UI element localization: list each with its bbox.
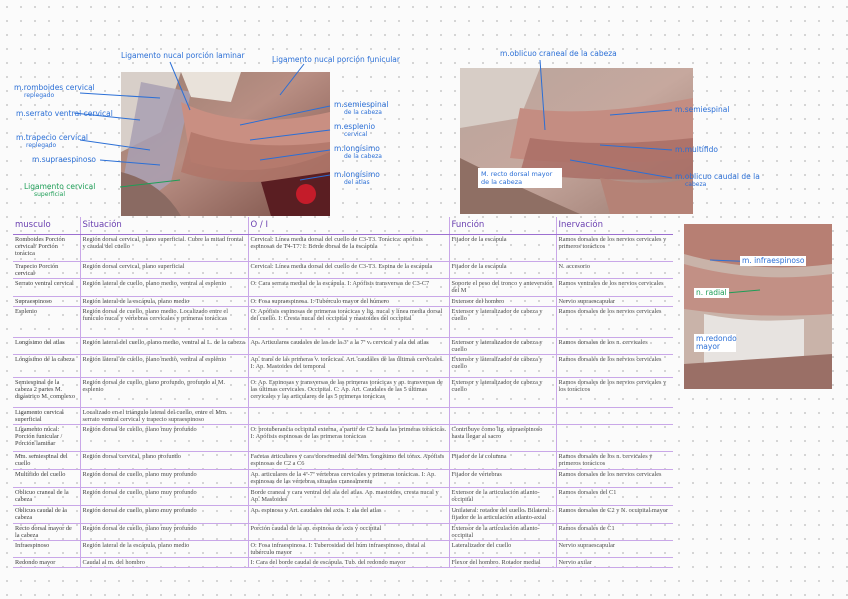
cell-musculo: Recto dorsal mayor de la cabeza [13,524,80,541]
cell-funcion: Extensor y lateralizador de cabeza y cuello [449,338,556,355]
cell-inervacion: N. accesorio [556,262,673,279]
cell-situacion: Región dorsal cervical, plano profundo [80,452,248,470]
label-recto-dorsal-mayor: M. recto dorsal mayor de la cabeza [478,168,562,188]
cell-funcion: Fijador de vértebras [449,470,556,488]
cell-inervacion: Ramos dorsales de los nervios cervicales [556,307,673,338]
cell-inervacion: Ramos dorsales de C2 y N. occipital mayor [556,506,673,524]
header-situacion: Situación [80,217,248,235]
cell-musculo: Longísimo de la cabeza [13,355,80,378]
label-multifido: m.multífido [675,145,718,154]
table-row [13,235,673,262]
cell-funcion: Extensor de la articulación atlanto-occipital [449,524,556,541]
table-row [13,262,673,279]
header-funcion: Función [449,217,556,235]
cell-origen-insercion: O: Ap. Espinosas y transversas de las primeras torácicas y ap. transversas de las últimas cervicales. Occipital. C: Ap. Art. Caudales de las 5 últimas cervicales y las articulares de las 5 primeras torácicas [248,378,449,408]
label-infraespinoso: m. infraespinoso [742,256,805,265]
cell-situacion: Región dorsal de cuello, plano muy profundo [80,524,248,541]
label-semiespinal-cabeza: m.semiespinal de la cabeza [334,100,389,116]
cell-origen-insercion: O: protuberancia occipital externa, a partir de C2 hasta las primeras torácicas. I: Apófisis espinosas de las primeras torácicas [248,425,449,452]
cell-inervacion: Ramos dorsales de los n. cervicales [556,338,673,355]
cell-inervacion: Ramos dorsales de los nervios cervicales y los torácicos [556,378,673,408]
label-oblicuo-caudal: m.oblicuo caudal de la cabeza [675,172,760,188]
table-row [13,307,673,338]
cell-musculo: Romboides Porción cervical/ Porción torácica [13,235,80,262]
cell-musculo: Serrato ventral cervical [13,279,80,297]
table-row [13,425,673,452]
dissection-photo-scapula [684,224,832,389]
cell-situacion: Región dorsal cervical, plano superficial. Cubre la mitad frontal y caudal del cuello [80,235,248,262]
table-row [13,488,673,506]
cell-musculo: Infraespinoso [13,541,80,558]
cell-origen-insercion: O: Fosa supraespinosa. I: Tubérculo mayor del húmero [248,297,449,307]
cell-funcion: Fijador de la escápula [449,235,556,262]
cell-inervacion: Nervio supraescapular [556,541,673,558]
cell-origen-insercion: O: Fosa infraespinosa. I: Tuberosidad del húm infraespinoso, distal al tubérculo mayor [248,541,449,558]
cell-musculo: Esplenio [13,307,80,338]
dissection-photo-neck-deep [460,68,693,214]
table-header-row [13,217,673,235]
cell-funcion [449,408,556,425]
cell-inervacion [556,408,673,425]
cell-situacion: Localizado en el triángulo lateral del cuello, entre el Mm. serrato ventral cervical y trapecio supraespinoso [80,408,248,425]
cell-origen-insercion: Ap. espinosa y Art. caudales del axis. I: ala del atlas [248,506,449,524]
cell-inervacion: Ramos dorsales de los nervios cervicales y primeros torácicos [556,235,673,262]
cell-inervacion: Ramos dorsales de los nervios cervicales [556,470,673,488]
cell-musculo: Mm. semiespinal del cuello [13,452,80,470]
cell-funcion: Extensor y lateralizador de cabeza y cuello [449,378,556,408]
cell-inervacion: Ramos dorsales de los n. cervicales y primeros torácicos [556,452,673,470]
cell-origen-insercion: Porción caudal de la ap. espinosa de axis y occipital [248,524,449,541]
cell-musculo: Supraespinoso [13,297,80,307]
label-ligamento-cervical: Ligamento cervical superficial [24,182,96,198]
cell-situacion: Región dorsal de cuello, plano muy profundo [80,425,248,452]
cell-situacion: Región lateral del cuello, plano medio, ventral al L. de la cabeza [80,338,248,355]
cell-origen-insercion: Cervical: Línea media dorsal del cuello de C3-T3. Espina de la escápula [248,262,449,279]
cell-funcion: Lateralizador del cuello [449,541,556,558]
cell-origen-insercion: O: Cara serrata medial de la escápula. I: Apófisis transversas de C3-C7 [248,279,449,297]
cell-situacion: Región dorsal de cuello, plano muy profundo [80,506,248,524]
cell-musculo: Multífido del cuello [13,470,80,488]
header-inervacion: Inervación [556,217,673,235]
table-row [13,355,673,378]
table-row [13,297,673,307]
table-row [13,338,673,355]
cell-funcion: Extensor de la articulación atlanto-occipital [449,488,556,506]
cell-origen-insercion: Ap. Articulares caudales de las de la 3ª a la 7ª v. cervical y ala del atlas [248,338,449,355]
cell-funcion: Extensor y lateralizador de cabeza y cuello [449,307,556,338]
cell-musculo: Oblicuo caudal de la cabeza [13,506,80,524]
cell-musculo: Ligamento cervical superficial [13,408,80,425]
header-origen-insercion: O / I [248,217,449,235]
cell-situacion: Región lateral de cuello, plano medio, ventral al esplenio [80,279,248,297]
cell-situacion: Caudal al m. del hombro [80,558,248,568]
cell-situacion: Región dorsal de cuello, plano profundo, profundo al M. esplenio [80,378,248,408]
table-row [13,378,673,408]
cell-inervacion [556,425,673,452]
label-redondo-mayor: m.redondo mayor [696,334,737,351]
cell-inervacion: Ramos dorsales de C1 [556,524,673,541]
cell-origen-insercion [248,408,449,425]
cell-origen-insercion: I: Cara del borde caudal de escápula. Tub. del redondo mayor [248,558,449,568]
label-serrato-ventral: m.serrato ventral cervical [16,109,113,118]
table-row [13,408,673,425]
cell-musculo: Semiespinal de la cabeza 2 partes M. digástrico M. complexo [13,378,80,408]
table-row [13,541,673,558]
cell-inervacion: Ramos dorsales de los nervios cervicales [556,355,673,378]
header-musculo: musculo [13,217,80,235]
cell-musculo: Redondo mayor [13,558,80,568]
dissection-photo-neck-superficial [121,72,330,216]
muscle-table [13,217,673,568]
table-row [13,524,673,541]
cell-origen-insercion: Facetas articulares y cara dorsomedial del Mm. longísimo del tórax. Apófisis espinosas de C2 a C6 [248,452,449,470]
label-ligamento-nucal-laminar: Ligamento nucal porción laminar [121,51,245,60]
label-esplenio-cervical: m.esplenio cervical [334,122,376,138]
label-oblicuo-craneal: m.oblicuo craneal de la cabeza [500,49,617,58]
cell-funcion: Extensor y lateralizador de cabeza y cuello [449,355,556,378]
cell-origen-insercion: Ap. trans de las primeras v. torácicas. Art. caudales de las últimas cervicales. I: Ap. Mastoides del temporal [248,355,449,378]
label-longisimo-atlas: m.longísimo del atlas [334,170,380,186]
label-ligamento-nucal-funicular: Ligamento nucal porción funicular [272,55,400,64]
cell-inervacion: Nervio axilar [556,558,673,568]
cell-funcion: Fijador de la columna [449,452,556,470]
label-semiespinal-p2: m.semiespinal [675,105,730,114]
table-row [13,470,673,488]
table-row [13,558,673,568]
cell-inervacion: Ramos dorsales del C1 [556,488,673,506]
label-supraespinoso: m.supraespinoso [32,155,96,164]
cell-situacion: Región lateral de cuello, plano medio, ventral al esplenio [80,355,248,378]
label-trapecio-cervical: m.trapecio cervical replegado [16,133,89,149]
cell-situacion: Región lateral de la escápula, plano medio [80,541,248,558]
table-row [13,279,673,297]
cell-inervacion: Ramos ventrales de los nervios cervicales [556,279,673,297]
cell-funcion: Extensor del hombro [449,297,556,307]
cell-funcion: Contribuye como lig. supraespinoso hasta llegar al sacro [449,425,556,452]
cell-inervacion: Nervio supraescapular [556,297,673,307]
cell-origen-insercion: O: Apófisis espinosas de primeras torácicas y lig. nucal y línea media dorsal del cuello. I: Cresta nucal del occipital y mastoides del occipital [248,307,449,338]
cell-situacion: Región dorsal de cuello, plano medio. Localizado entre el funículo nucal y vértebras cervicales y primeras torácicas [80,307,248,338]
cell-situacion: Región dorsal de cuello, plano muy profundo [80,488,248,506]
cell-situacion: Región dorsal cervical, plano superficial [80,262,248,279]
cell-origen-insercion: Borde craneal y cara ventral del ala del atlas. Ap. mastoides, cresta nucal y Ap. Mastoides [248,488,449,506]
cell-funcion: Fijador de la escápula [449,262,556,279]
table-row [13,452,673,470]
cell-musculo: Oblicuo craneal de la cabeza [13,488,80,506]
table-body [13,235,673,568]
cell-funcion: Unilateral: rotador del cuello. Bilateral: fijador de la articulación atlanto-axial [449,506,556,524]
label-nervio-radial: n. radial [696,288,727,297]
cell-origen-insercion: Cervical: Línea media dorsal del cuello de C3-T3. Torácica: apófisis espinosas de T4-T7. I: Borde dorsal de la escápula [248,235,449,262]
label-longisimo-cabeza: m.longísimo de la cabeza [334,144,382,160]
cell-situacion: Región lateral de la escápula, plano medio [80,297,248,307]
label-romboides-cervical: m.romboides cervical replegado [14,83,95,99]
cell-funcion: Flexor del hombro. Rotador medial [449,558,556,568]
cell-musculo: Trapecio Porción cervical [13,262,80,279]
table-row [13,506,673,524]
cell-funcion: Soporte el peso del tronco y anteversión del M [449,279,556,297]
cell-origen-insercion: Ap. articulares de la 4ª-7ª vértebras cervicales y primeras torácicas. I: Ap. espinosas de las vértebras situadas cranealmente [248,470,449,488]
cell-situacion: Región dorsal de cuello, plano muy profundo [80,470,248,488]
cell-musculo: Longísimo del atlas [13,338,80,355]
cell-musculo: Ligamento nucal: Porción funicular / Porción laminar [13,425,80,452]
